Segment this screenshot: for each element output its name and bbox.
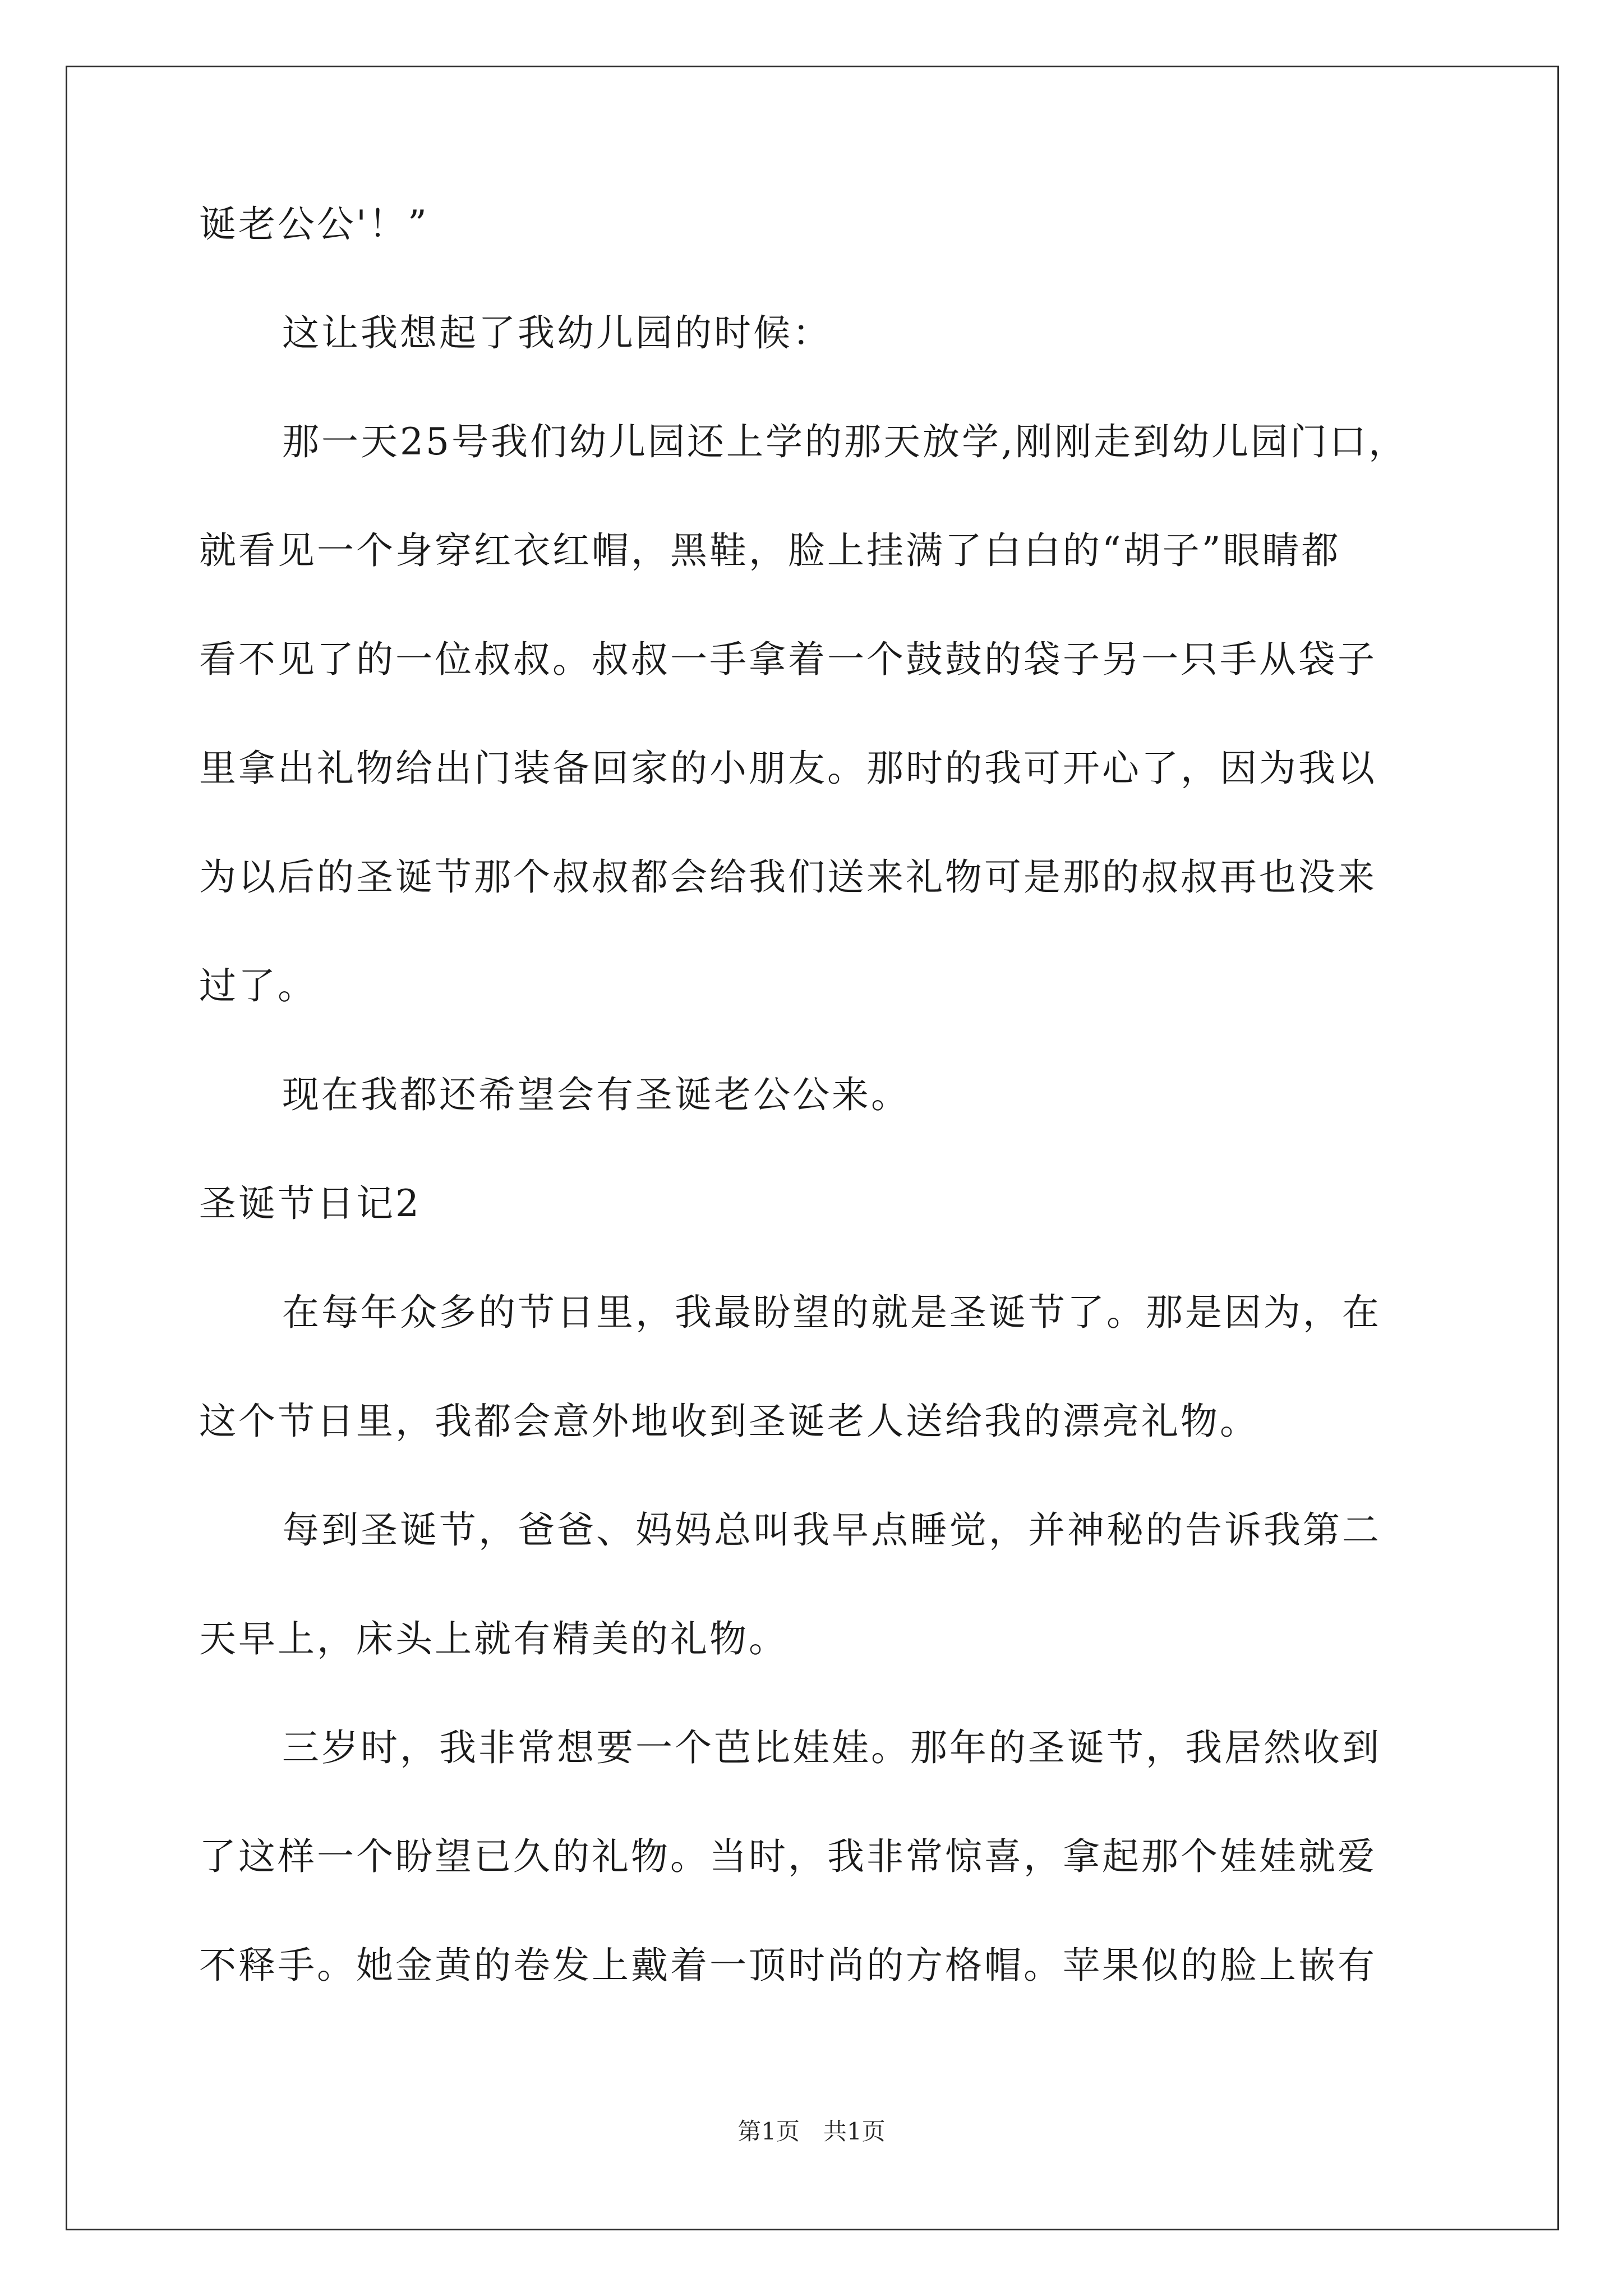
text-line: 每到圣诞节，爸爸、妈妈总叫我早点睡觉，并神秘的告诉我第二 xyxy=(282,1508,1381,1552)
text-line: 了这样一个盼望已久的礼物。当时，我非常惊喜，拿起那个娃娃就爱 xyxy=(199,1835,1377,1878)
text-line: 诞老公公'！” xyxy=(199,203,429,246)
text-line: 这让我想起了我幼儿园的时候： xyxy=(282,311,832,355)
text-line: 看不见了的一位叔叔。叔叔一手拿着一个鼓鼓的袋子另一只手从袋子 xyxy=(199,638,1377,681)
page-border xyxy=(66,66,1559,2230)
text-line: 这个节日里，我都会意外地收到圣诞老人送给我的漂亮礼物。 xyxy=(199,1400,1259,1443)
text-line: 那一天25号我们幼儿园还上学的那天放学,刚刚走到幼儿园门口， xyxy=(282,420,1408,463)
text-line: 里拿出礼物给出门装备回家的小朋友。那时的我可开心了，因为我以 xyxy=(199,747,1377,790)
text-line: 为以后的圣诞节那个叔叔都会给我们送来礼物可是那的叔叔再也没来 xyxy=(199,855,1377,899)
text-line: 过了。 xyxy=(199,964,317,1007)
section-heading: 圣诞节日记2 xyxy=(199,1182,421,1225)
text-line: 天早上，床头上就有精美的礼物。 xyxy=(199,1617,788,1660)
text-line: 在每年众多的节日里，我最盼望的就是圣诞节了。那是因为，在 xyxy=(282,1291,1381,1334)
text-line: 三岁时，我非常想要一个芭比娃娃。那年的圣诞节，我居然收到 xyxy=(282,1726,1381,1769)
text-line: 现在我都还希望会有圣诞老公公来。 xyxy=(282,1073,910,1116)
page-footer: 第1页 共1页 xyxy=(737,2118,886,2145)
text-line: 不释手。她金黄的卷发上戴着一顶时尚的方格帽。苹果似的脸上嵌有 xyxy=(199,1944,1377,1987)
text-line: 就看见一个身穿红衣红帽，黑鞋，脸上挂满了白白的“胡子”眼睛都 xyxy=(199,529,1341,572)
